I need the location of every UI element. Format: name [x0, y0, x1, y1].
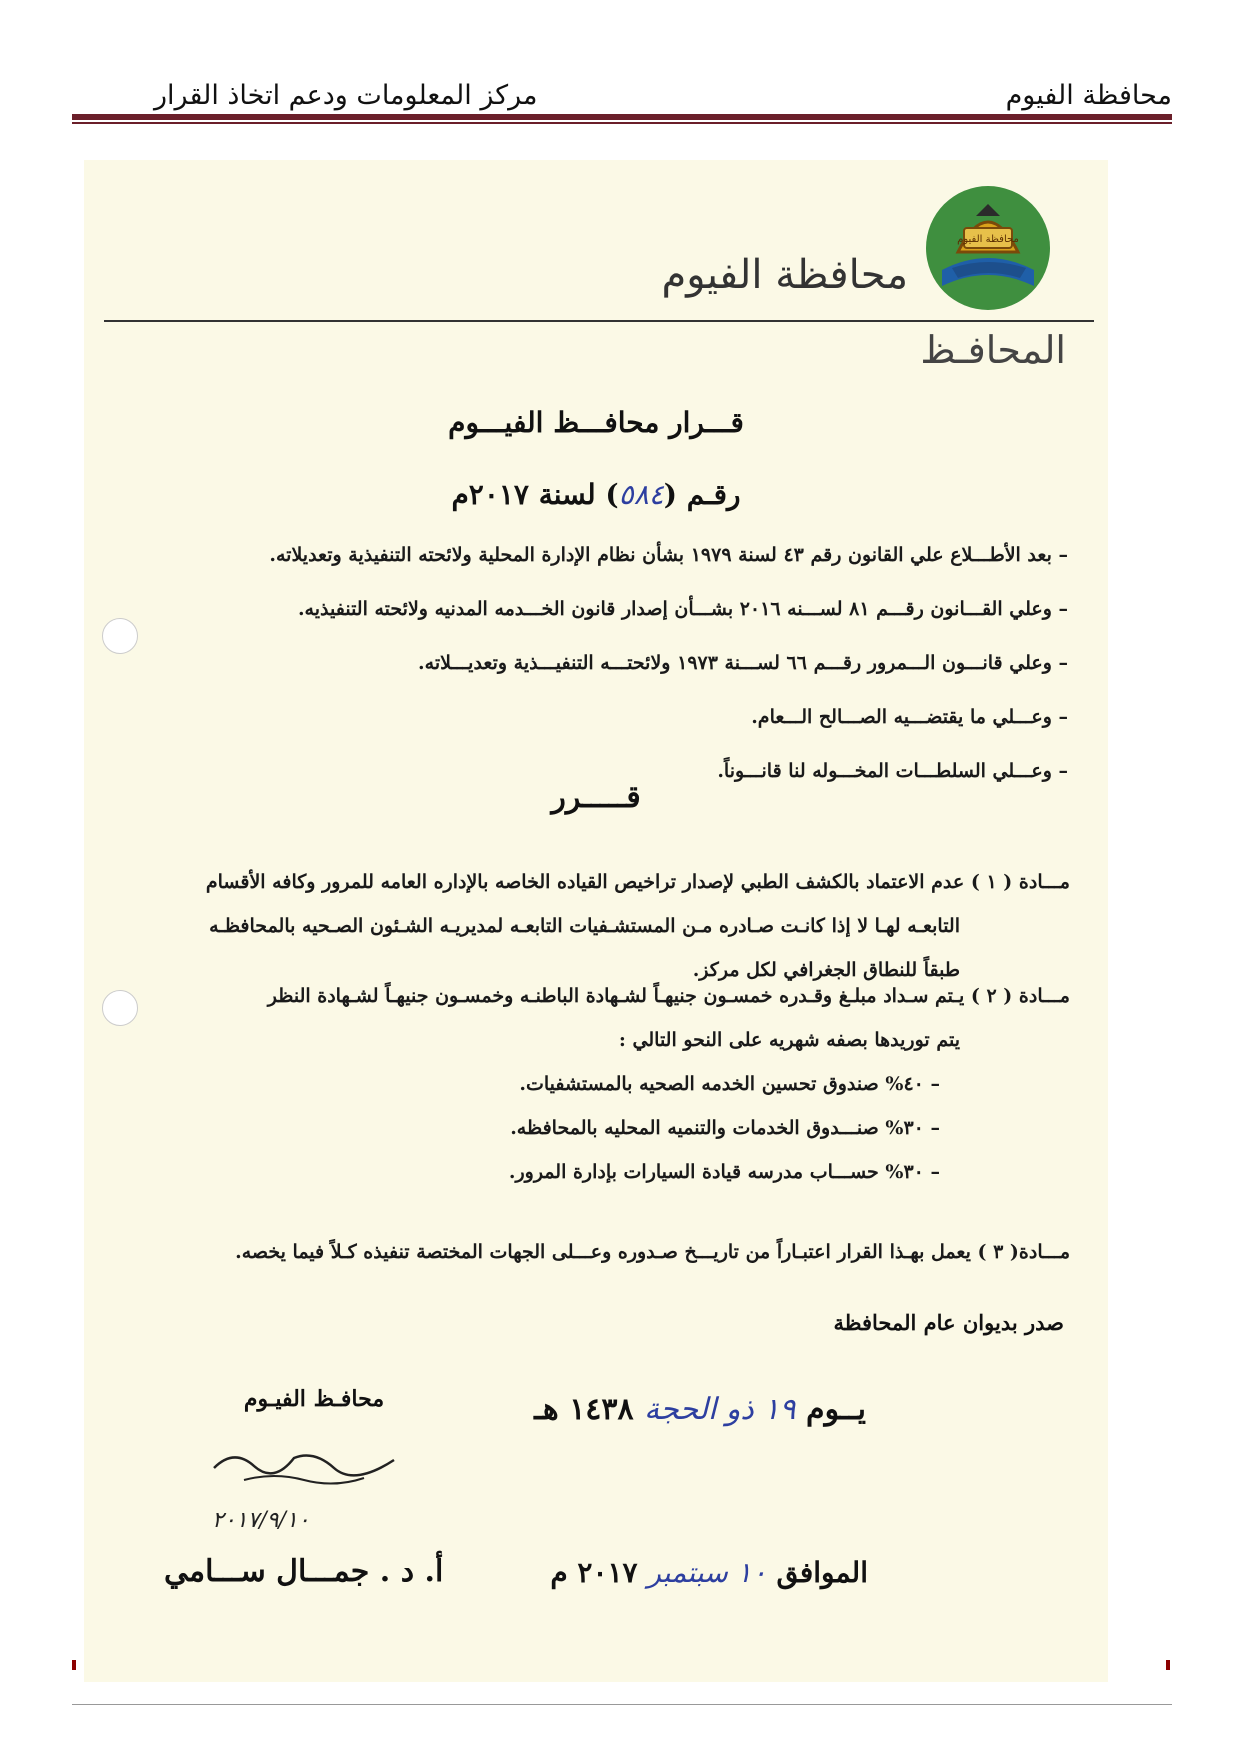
- article-3: [120, 1230, 1070, 1274]
- letterhead-rule: [104, 320, 1094, 322]
- page-header: [72, 60, 1172, 120]
- punch-hole: [102, 618, 138, 654]
- article-2: [120, 974, 1070, 1194]
- signer-name: أ. د . جمـــال ســـامي: [164, 1554, 444, 1589]
- gregorian-year: ٢٠١٧ م: [550, 1556, 638, 1589]
- gregorian-handwritten: ١٠ سبتمبر: [647, 1556, 767, 1589]
- article-1-line: مـــادة ( ١ ) عدم الاعتماد بالكشف الطبي لإصدار تراخيص القياده الخاصه بالإداره العامه للمرور وكافه الأقسام: [205, 871, 1070, 893]
- article-3-line: مـــادة( ٣ ) يعمل بهـذا القرار اعتبـاراً من تاريـــخ صـدوره وعـــلى الجهات المختصة تنفيذه كـلاً فيما يخصه.: [235, 1241, 1070, 1263]
- decree-number-suffix: ) لسنة ٢٠١٧م: [451, 478, 619, 511]
- gregorian-label: الموافق: [776, 1556, 868, 1589]
- hijri-year: ١٤٣٨ هـ: [534, 1392, 634, 1427]
- letterhead-governorate: محافظة الفيوم: [661, 252, 908, 298]
- hijri-handwritten: ١٩ ذو الحجة: [644, 1392, 796, 1427]
- article-1-line: طبقاً للنطاق الجغرافي لكل مركز.: [692, 959, 960, 981]
- decree-title: قـــرار محافـــظ الفيـــوم: [448, 406, 744, 439]
- signer-title: محافـظ الفيـوم: [243, 1386, 385, 1412]
- preamble-list: [128, 528, 1068, 798]
- allocation-item: – ٣٠% حســـاب مدرسه قيادة السيارات بإدارة المرور.: [120, 1150, 940, 1194]
- preamble-item: – وعلي قانـــون الـــمرور رقـــم ٦٦ لســـنة ١٩٧٣ ولائحتـــه التنفيـــذية وتعديـــلاته.: [128, 636, 1068, 690]
- header-center-name: مركز المعلومات ودعم اتخاذ القرار: [154, 80, 538, 111]
- hijri-label: يــوم: [806, 1392, 866, 1427]
- article-2-line: مـــادة ( ٢ ) يـتم سـداد مبلـغ وقـدره خمسـون جنيهـاً لشـهادة الباطنـه وخمسـون جنيهـاً لشـهادة النظر: [267, 985, 1070, 1007]
- scanned-decree: [84, 160, 1108, 1682]
- article-1: [120, 860, 1070, 992]
- logo-lettering: محافظة الفيوم: [957, 234, 1019, 245]
- preamble-item: – وعـــلي ما يقتضـــيه الصـــالح الـــعام.: [128, 690, 1068, 744]
- header-rule: [72, 114, 1172, 120]
- footer-rule: [72, 1704, 1172, 1705]
- allocation-item: – ٤٠% صندوق تحسين الخدمه الصحيه بالمستشفيات.: [120, 1062, 940, 1106]
- footer-mark: [1166, 1660, 1170, 1670]
- decree-number-prefix: رقـم (: [663, 478, 741, 511]
- decree-number: [84, 478, 1108, 511]
- decree-number-handwritten: ٥٨٤: [618, 478, 664, 511]
- signer-date: ٢٠١٧/٩/١٠: [212, 1508, 310, 1533]
- header-rule-thin: [72, 122, 1172, 124]
- allocation-item: – ٣٠% صنـــدوق الخدمات والتنميه المحليه بالمحافظه.: [120, 1106, 940, 1150]
- preamble-item: – وعلي القـــانون رقـــم ٨١ لســـنه ٢٠١٦ بشـــأن إصدار قانون الخـــدمه المدنيه ولائحته التنفيذيه.: [128, 582, 1068, 636]
- gregorian-date: [550, 1556, 868, 1589]
- article-1-line: التابعـه لهـا لا إذا كانـت صـادره مـن المستشـفيات التابعـه لمديريـه الشـئون الصـحيه بالمحافظـه: [209, 915, 960, 937]
- header-governorate: محافظة الفيوم: [1005, 80, 1172, 111]
- hijri-date: [534, 1392, 866, 1427]
- signature-scrawl: [204, 1428, 404, 1498]
- issued-at: صدر بديوان عام المحافظة: [833, 1310, 1064, 1335]
- decided-heading: قـــــرر: [551, 780, 641, 815]
- governorate-logo-icon: [922, 182, 1054, 314]
- allocation-list: [120, 1062, 1070, 1194]
- letterhead-office: المحافـظ: [920, 328, 1066, 372]
- footer-mark: [72, 1660, 76, 1670]
- preamble-item: – بعد الأطـــلاع علي القانون رقم ٤٣ لسنة ١٩٧٩ بشأن نظام الإدارة المحلية ولائحته التنفيذية وتعديلاته.: [128, 528, 1068, 582]
- article-2-line: يتم توريدها بصفه شهريه على النحو التالي :: [618, 1029, 960, 1051]
- preamble-item: – وعـــلي السلطـــات المخـــوله لنا قانـــوناً.: [128, 744, 1068, 798]
